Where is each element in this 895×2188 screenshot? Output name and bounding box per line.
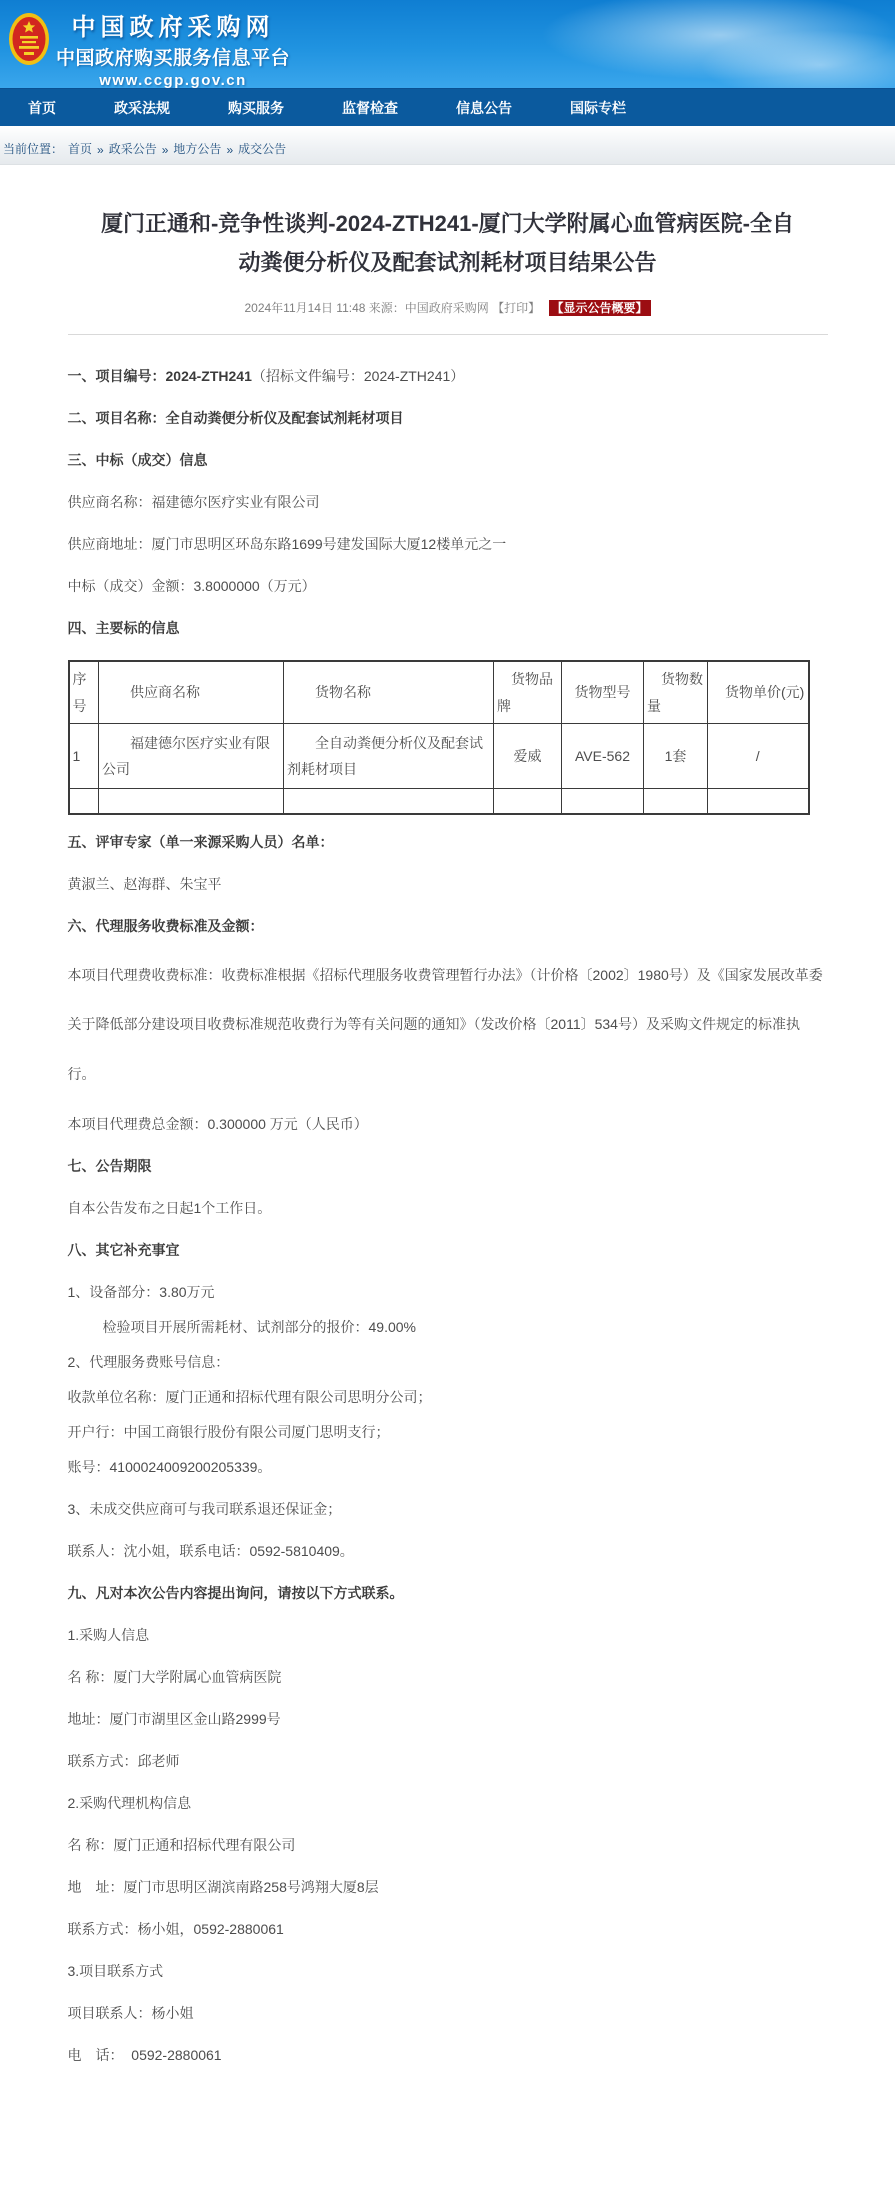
cell-quantity: 1套: [644, 724, 708, 789]
cell-seq: 1: [69, 724, 99, 789]
col-header-seq: 序号: [69, 661, 99, 724]
national-emblem-icon: [8, 9, 50, 73]
table-header-row: [69, 661, 809, 724]
section-heading-project-number: [68, 359, 828, 394]
cloud-decoration: [540, 0, 895, 80]
article-page: [68, 205, 828, 2140]
section-heading-inquiries: 九、凡对本次公告内容提出询问，请按以下方式联系。: [67, 1584, 404, 1601]
nav-item-supervision[interactable]: 监督检查: [342, 99, 398, 116]
cell-supplier: 福建德尔医疗实业有限公司: [99, 724, 284, 789]
supplier-address: 供应商地址：厦门市思明区环岛东路1699号建发国际大厦12楼单元之一: [67, 536, 507, 552]
cell-goods: 全自动粪便分析仪及配套试剂耗材项目: [284, 724, 494, 789]
buyer-name: 名 称：厦门大学附属心血管病医院: [67, 1668, 282, 1685]
award-items-table: [68, 660, 810, 815]
project-contact-header: 3.项目联系方式: [67, 1962, 164, 1979]
tender-doc-number: （招标文件编号：2024-ZTH241）: [251, 368, 465, 384]
empty-cell: [494, 789, 562, 814]
article-content: [68, 359, 828, 2140]
empty-cell: [562, 789, 644, 814]
article-meta: [68, 299, 828, 316]
agent-info-header: 2.采购代理机构信息: [67, 1794, 192, 1811]
section-heading-notice-period: 七、公告期限: [67, 1157, 152, 1174]
empty-cell: [284, 789, 494, 814]
experts-list: 黄淑兰、赵海群、朱宝平: [67, 875, 222, 892]
col-header-model: 货物型号: [562, 661, 644, 724]
award-amount: 中标（成交）金额：3.8000000（万元）: [67, 578, 316, 594]
site-url: www.ccgp.gov.cn: [99, 72, 247, 88]
col-header-goods: 货物名称: [284, 661, 494, 724]
print-button[interactable]: 【打印】: [492, 301, 541, 315]
breadcrumb: [0, 126, 895, 165]
breadcrumb-home[interactable]: 首页: [68, 142, 93, 156]
breadcrumb-separator: »: [226, 143, 234, 157]
nav-item-regulations[interactable]: 政采法规: [114, 99, 170, 116]
project-contact-phone: 电 话： 0592-2880061: [67, 2046, 222, 2063]
nav-item-purchase[interactable]: 购买服务: [228, 99, 284, 116]
payee-account: 账号：4100024009200205339。: [67, 1458, 272, 1475]
col-header-brand: 货物品牌: [494, 661, 562, 724]
site-subtitle: 中国政府购买服务信息平台: [55, 48, 290, 69]
section-heading-award-info: 三、中标（成交）信息: [67, 452, 208, 468]
empty-cell: [644, 789, 708, 814]
section-heading-other-matters: 八、其它补充事宜: [67, 1241, 180, 1258]
empty-cell: [708, 789, 809, 814]
breadcrumb-local-announcements[interactable]: 地方公告: [173, 142, 222, 156]
section-heading-main-items: 四、主要标的信息: [67, 620, 180, 636]
notice-period: 自本公告发布之日起1个工作日。: [67, 1199, 272, 1216]
payee-name: 收款单位名称：厦门正通和招标代理有限公司思明分公司；: [67, 1388, 432, 1405]
nav-item-home[interactable]: 首页: [28, 99, 56, 116]
cell-model: AVE-562: [562, 724, 644, 789]
buyer-info-header: 1.采购人信息: [67, 1626, 150, 1643]
site-titles: [52, 7, 294, 88]
section-heading-experts: 五、评审专家（单一来源采购人员）名单：: [67, 833, 334, 850]
empty-cell: [99, 789, 284, 814]
project-contact-person: 项目联系人：杨小姐: [67, 2004, 194, 2021]
article-title: 厦门正通和-竞争性谈判-2024-ZTH241-厦门大学附属心血管病医院-全自动粪便分析仪及配套试剂耗材项目结果公告: [100, 211, 795, 275]
table-row: [69, 724, 809, 789]
site-header: [0, 0, 895, 88]
cell-brand: 爱威: [494, 724, 562, 789]
main-nav: [0, 88, 895, 126]
other-item-equipment: 1、设备部分：3.80万元: [67, 1283, 215, 1300]
publish-datetime: 2024年11月14日 11:48: [244, 301, 366, 315]
buyer-address: 地址：厦门市湖里区金山路2999号: [67, 1710, 281, 1727]
section-heading-agency-fee: 六、代理服务收费标准及金额：: [67, 917, 264, 934]
cell-unit-price: /: [708, 724, 809, 789]
breadcrumb-procurement-announcements[interactable]: 政采公告: [108, 142, 157, 156]
empty-cell: [69, 789, 99, 814]
article-source: 来源：中国政府采购网: [368, 301, 489, 315]
buyer-contact: 联系方式：邱老师: [67, 1752, 180, 1769]
cloud-decoration: [700, 30, 895, 88]
agent-contact: 联系方式：杨小姐，0592-2880061: [67, 1920, 284, 1937]
site-title: 中国政府采购网: [71, 14, 275, 41]
meta-divider: [68, 334, 828, 335]
nav-item-announcements[interactable]: 信息公告: [456, 99, 512, 116]
col-header-supplier: 供应商名称: [99, 661, 284, 724]
agency-fee-total: 本项目代理费总金额：0.300000 万元（人民币）: [67, 1115, 368, 1132]
table-empty-row: [69, 789, 809, 814]
section-heading-project-name: 二、项目名称：全自动粪便分析仪及配套试剂耗材项目: [67, 410, 404, 426]
other-item-deposit-refund: 3、未成交供应商可与我司联系退还保证金；: [67, 1500, 342, 1517]
nav-item-international[interactable]: 国际专栏: [570, 99, 626, 116]
breadcrumb-prefix: 当前位置：: [3, 142, 64, 156]
supplier-name: 供应商名称：福建德尔医疗实业有限公司: [67, 494, 320, 510]
other-item-fee-account: 2、代理服务费账号信息：: [67, 1353, 230, 1370]
agent-address: 地 址：厦门市思明区湖滨南路258号鸿翔大厦8层: [67, 1878, 379, 1895]
deposit-contact: 联系人：沈小姐，联系电话：0592-5810409。: [67, 1542, 354, 1559]
payee-bank: 开户行：中国工商银行股份有限公司厦门思明支行；: [67, 1423, 390, 1440]
col-header-unit-price: 货物单价(元): [708, 661, 809, 724]
breadcrumb-award-announcements[interactable]: 成交公告: [238, 142, 287, 156]
breadcrumb-separator: »: [97, 143, 104, 157]
breadcrumb-separator: »: [161, 143, 169, 157]
col-header-quantity: 货物数量: [644, 661, 708, 724]
agency-fee-standard: 本项目代理费收费标准：收费标准根据《招标代理服务收费管理暂行办法》（计价格〔2002〕1980号）及《国家发展改革委关于降低部分建设项目收费标准规范收费行为等有关问题的通知》（发改价格〔2011〕534号）及采购文件规定的标准执行。: [67, 966, 823, 1083]
other-item-reagent-quote: 检验项目开展所需耗材、试剂部分的报价：49.00%: [102, 1318, 416, 1335]
agent-name: 名 称：厦门正通和招标代理有限公司: [67, 1836, 296, 1853]
project-number-label: 一、项目编号：2024-ZTH241: [67, 368, 252, 384]
show-summary-button[interactable]: 【显示公告概要】: [549, 300, 651, 316]
